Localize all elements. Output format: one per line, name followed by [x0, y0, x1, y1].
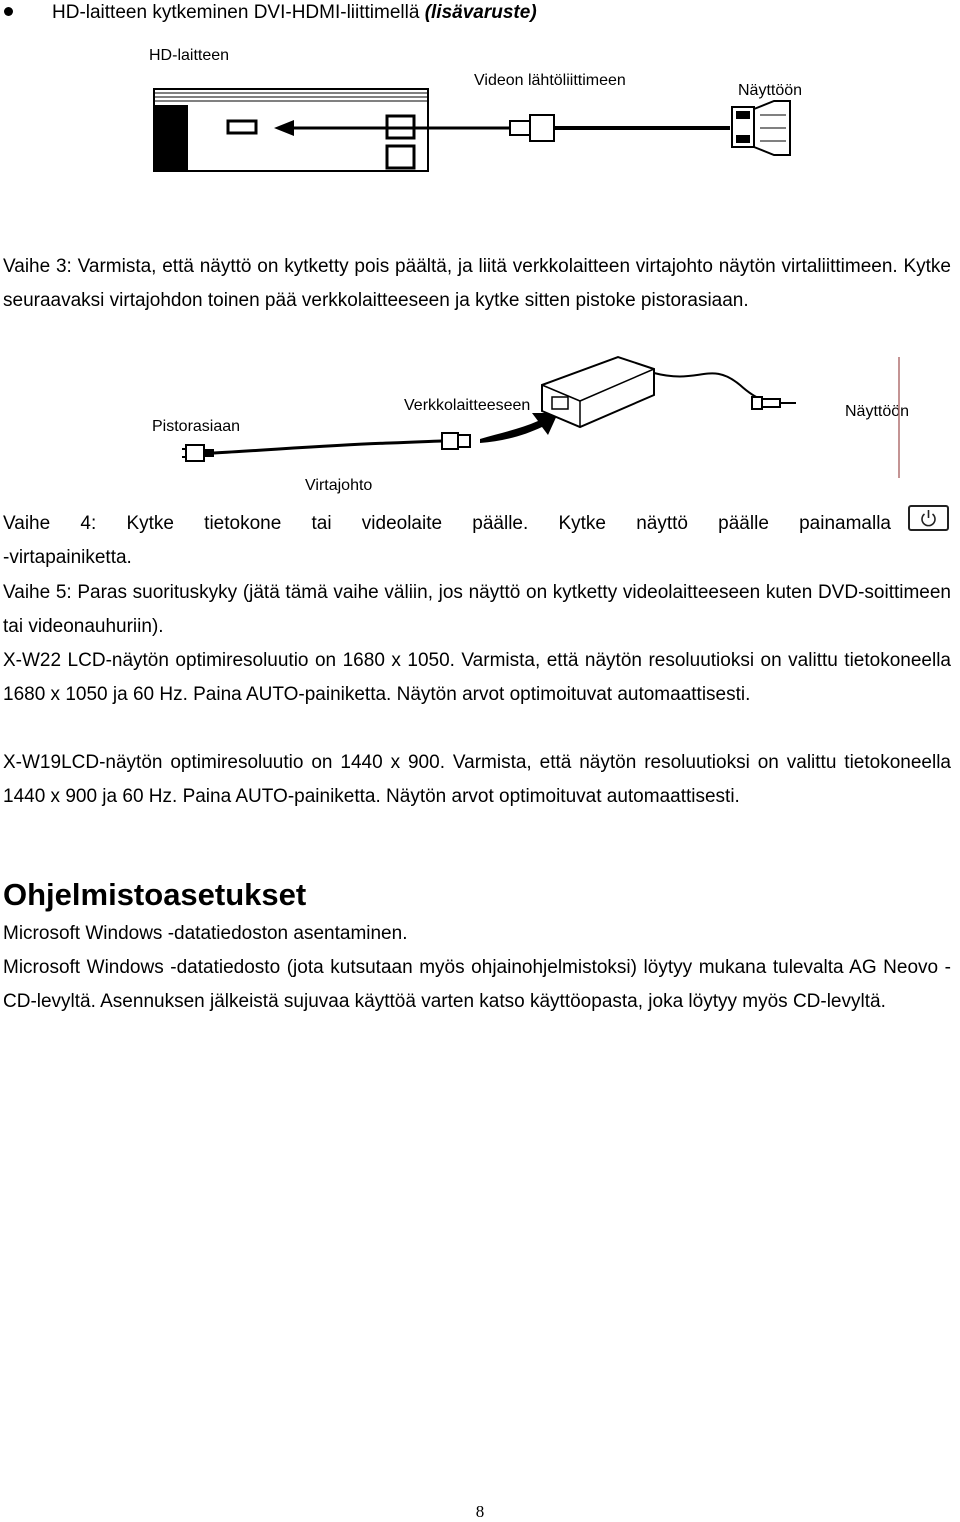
step-4-line2: -virtapainiketta. — [3, 547, 132, 568]
power-adapter-icon — [542, 357, 654, 427]
label-to-display-2: Näyttöön — [845, 403, 910, 420]
dvi-plug-icon — [732, 101, 790, 155]
heading-text: HD-laitteen kytkeminen DVI-HDMI-liittimellä — [52, 2, 425, 23]
wall-plug-icon — [182, 445, 214, 461]
arrow-icon — [480, 413, 558, 443]
step-5-paragraph: Vaihe 5: Paras suorituskyky (jätä tämä vaihe väliin, jos näyttö on kytketty videolaitteeseen kuten DVD-soittimeen tai videonauhuriin). — [3, 582, 951, 637]
label-hd-device: HD-laitteen — [149, 47, 230, 64]
bullet-icon — [4, 7, 13, 16]
label-outlet: Pistorasiaan — [152, 418, 241, 435]
label-video-output: Videon lähtöliittimeen — [474, 72, 626, 89]
dvi-hdmi-connection-diagram — [150, 85, 810, 190]
section-heading-dvi-hdmi — [52, 2, 537, 24]
label-power-cord: Virtajohto — [305, 477, 373, 494]
hdmi-plug-icon — [510, 115, 730, 141]
power-connection-diagram — [180, 355, 910, 480]
cord-connector-icon — [442, 433, 470, 449]
software-subtitle: Microsoft Windows -datatiedoston asentaminen. — [3, 923, 408, 944]
step-4-line1: Vaihe 4: Kytke tietokone tai videolaite päälle. Kytke näyttö päälle painamalla — [3, 513, 891, 534]
page-number: 8 — [475, 1502, 485, 1521]
w19-paragraph: X-W19LCD-näytön optimiresoluutio on 1440 x 900. Varmista, että näytön resoluutioksi on valittu tietokoneella 1440 x 900 ja 60 Hz. Paina AUTO-painiketta. Näytön arvot optimoituvat automaattisesti. — [3, 752, 951, 807]
power-button-icon — [908, 505, 949, 531]
label-adapter: Verkkolaitteeseen — [404, 397, 531, 414]
step-3-paragraph: Vaihe 3: Varmista, että näyttö on kytketty pois päältä, ja liitä verkkolaitteen virtajohto näytön virtaliittimeen. Kytke seuraavaksi virtajohdon toinen pää verkkolaitteeseen ja kytke sitten pistoke pistorasiaan. — [3, 256, 951, 311]
dc-plug-icon — [752, 397, 796, 409]
w22-paragraph: X-W22 LCD-näytön optimiresoluutio on 1680 x 1050. Varmista, että näytön resoluutioksi on valittu tietokoneella 1680 x 1050 ja 60 Hz. Paina AUTO-painiketta. Näytön arvot optimoituvat automaattisesti. — [3, 650, 951, 705]
software-settings-title: Ohjelmistoasetukset — [3, 877, 307, 912]
software-body: Microsoft Windows -datatiedosto (jota kutsutaan myös ohjainohjelmistoksi) löytyy mukana tulevalta AG Neovo -CD-levyltä. Asennuksen jälkeistä sujuvaa käyttöä varten katso käyttöopasta, joka löytyy myös CD-levyltä. — [3, 957, 951, 1012]
heading-emphasis: (lisävaruste) — [424, 2, 537, 23]
label-to-display-1: Näyttöön — [738, 82, 803, 99]
